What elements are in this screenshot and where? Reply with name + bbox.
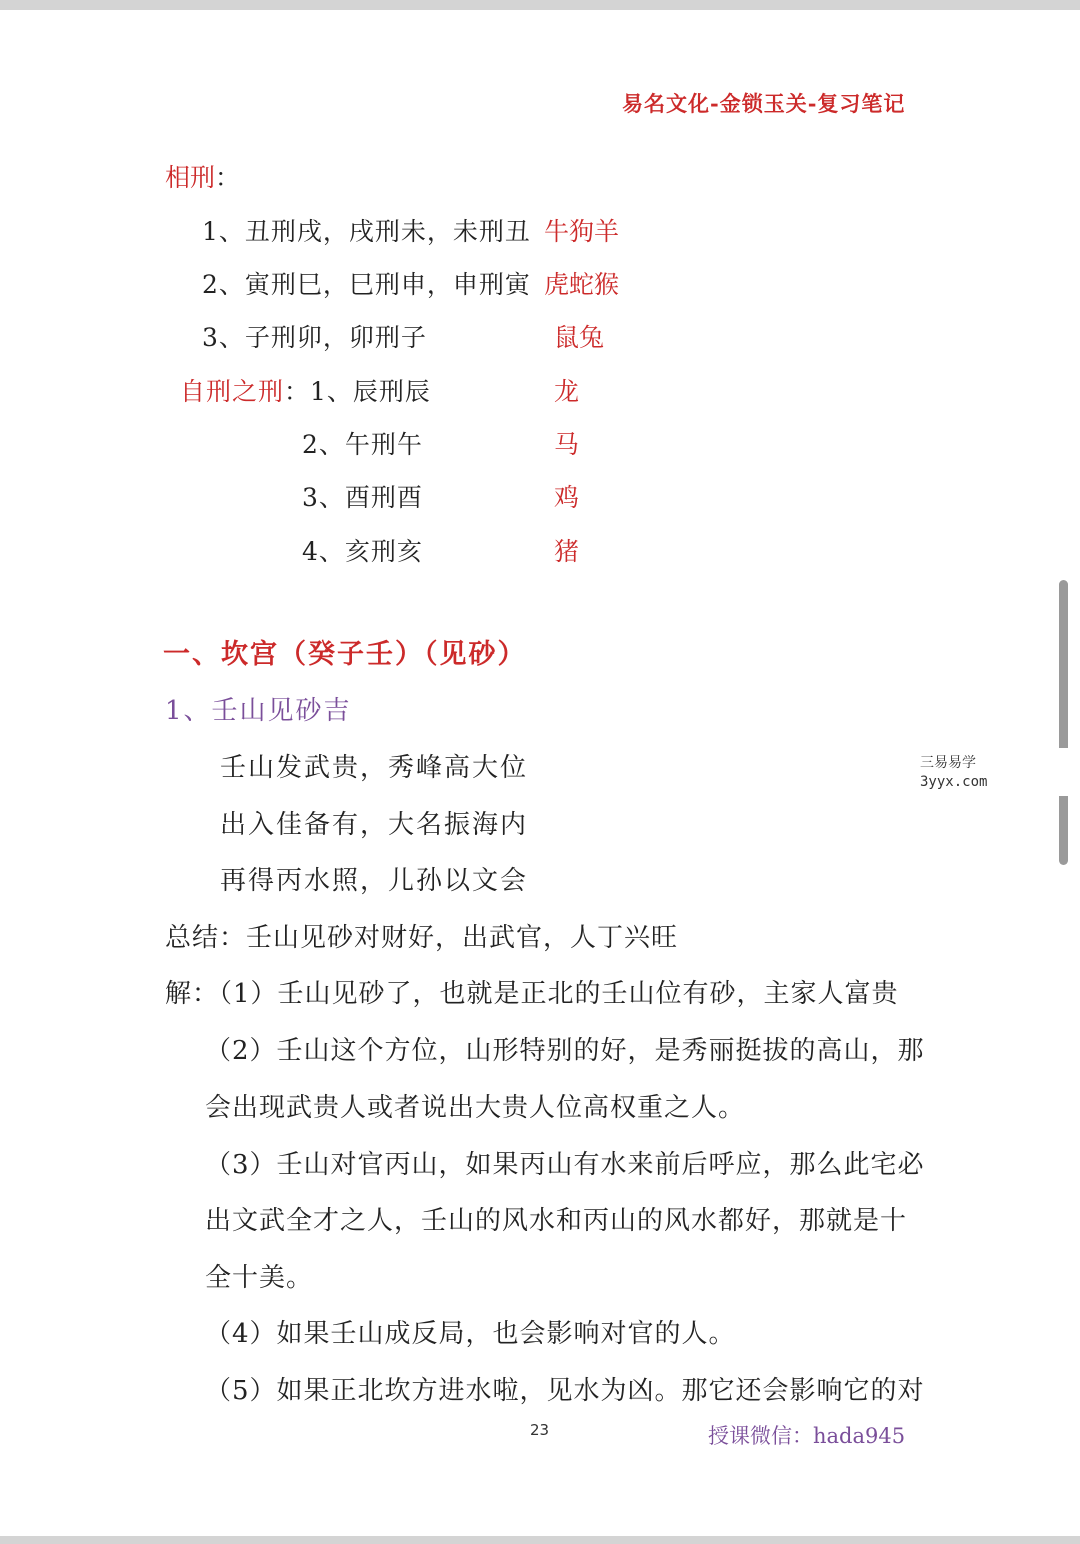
footer-contact: 授课微信：hada945 [708, 1424, 906, 1448]
explanation-line: （5）如果正北坎方进水啦，见水为凶。那它还会影响它的对 [205, 1376, 925, 1406]
zixing-row-animals: 鸡 [554, 483, 580, 512]
summary-line: 总结：壬山见砂对财好，出武官，人丁兴旺 [165, 923, 679, 953]
xiangxing-colon: ： [215, 163, 241, 192]
page-number: 23 [530, 1421, 550, 1439]
zixing-row-text: 4、亥刑亥 [302, 537, 423, 566]
xiangxing-row-animals: 虎蛇猴 [544, 270, 620, 299]
document-header-title: 易名文化-金锁玉关-复习笔记 [622, 91, 906, 116]
poem-line: 壬山发武贵，秀峰高大位 [220, 753, 529, 783]
poem-line: 再得丙水照，儿孙以文会 [220, 866, 529, 896]
explanation-line: （4）如果壬山成反局，也会影响对官的人。 [205, 1319, 736, 1349]
zixing-row-text: 1、辰刑辰 [310, 377, 431, 406]
section-title: 一、坎宫（癸子壬）（见砂） [163, 639, 527, 670]
explanation-line: 会出现武贵人或者说出大贵人位高权重之人。 [205, 1093, 746, 1123]
explanation-line: （3）壬山对官丙山，如果丙山有水来前后呼应，那么此宅必 [205, 1150, 925, 1180]
poem-line: 出入佳备有，大名振海内 [220, 810, 529, 840]
zixing-row-text: 2、午刑午 [302, 430, 423, 459]
zixing-first-row [180, 372, 431, 408]
bottom-border [0, 1536, 1080, 1544]
zixing-row-animals: 猪 [554, 537, 580, 566]
xiangxing-title [165, 158, 240, 194]
subsection-title: 1、壬山见砂吉 [165, 696, 352, 726]
zixing-row-animals: 马 [554, 430, 580, 459]
vertical-scrollbar[interactable] [1059, 580, 1068, 865]
xiangxing-row-animals: 鼠兔 [554, 323, 605, 352]
zixing-row-animals: 龙 [554, 377, 580, 406]
xiangxing-row-text: 1、丑刑戌，戌刑未，未刑丑 [202, 217, 531, 246]
zixing-label: 自刑之刑 [180, 377, 285, 406]
top-border [0, 0, 1080, 10]
xiangxing-row-text: 2、寅刑巳，巳刑申，申刑寅 [202, 270, 531, 299]
explanation-line: 解：（1）壬山见砂了，也就是正北的壬山位有砂，主家人富贵 [165, 979, 899, 1009]
explanation-line: 出文武全才之人，壬山的风水和丙山的风水都好，那就是十 [205, 1206, 908, 1236]
watermark-url: 3yyx.com [920, 774, 988, 790]
scrollbar-gap [1056, 748, 1070, 796]
xiangxing-row-text: 3、子刑卯，卯刑子 [202, 323, 427, 352]
zixing-row-text: 3、酉刑酉 [302, 483, 423, 512]
xiangxing-row-animals: 牛狗羊 [544, 217, 620, 246]
watermark-text: 三易易学 [920, 755, 976, 771]
explanation-line: 全十美。 [205, 1263, 314, 1293]
xiangxing-label: 相刑 [165, 163, 216, 192]
zixing-colon: ： [284, 377, 311, 406]
explanation-line: （2）壬山这个方位，山形特别的好，是秀丽挺拔的高山，那 [205, 1036, 925, 1066]
